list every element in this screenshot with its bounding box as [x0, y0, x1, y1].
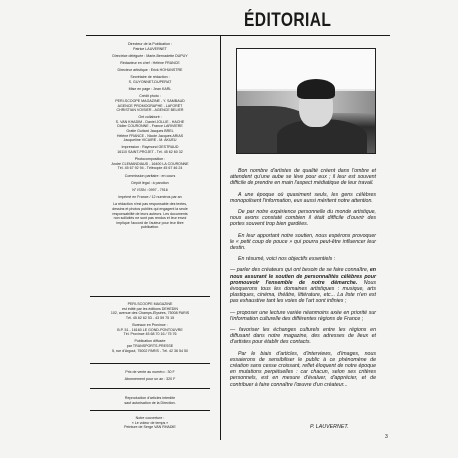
masthead-line: Tél. 45 62 62 53 - 43 59 75 15 [125, 315, 175, 320]
masthead-line: PERI-SCOOPE MAGAZINE [127, 302, 173, 306]
masthead-line: Mise en page : Jean KARL [128, 87, 172, 92]
masthead-line: PERI-SCOOPE MAGAZINE - Y. SAMBAUD [115, 98, 185, 103]
masthead-line: Bureaux en Province : [132, 322, 168, 327]
masthead-line: Jacqueline VICAIRE - M. AKUEU [123, 138, 177, 143]
price-line: Prix de vente au numéro : 30 F [125, 370, 175, 374]
masthead-line: Commission paritaire : en cours [124, 173, 176, 178]
masthead-line: Didier COURONNE - France LARIVIERE [117, 124, 183, 129]
masthead-line: Gratie Guitard Jacques BREL [126, 129, 174, 134]
masthead-line: Secrétaire de rédaction : [130, 75, 170, 80]
masthead-line: Dépôt légal : à parution [131, 180, 169, 185]
price-block [88, 370, 212, 382]
cover-line-3: Peinture de Serge VAN RHADIE [124, 425, 176, 430]
objective-bold-text: en nous assurant le soutien de personnalités célèbres pour promouvoir l'ensemble de notre démarche. [230, 267, 376, 286]
reproduction-line-1: Reproduction d'articles interdite [124, 396, 176, 400]
masthead-line: B.P. 51 - 16160 LE GOND-PONTOUVRE [117, 327, 183, 332]
masthead-rule-2 [90, 363, 210, 364]
masthead-line: Patrice LAUVERNET [133, 46, 167, 51]
editorial-paragraph: En résumé, voici nos objectifs essentiels : [238, 256, 336, 263]
masthead-rule-1 [90, 296, 210, 297]
signature: P. LAUVERNET. [310, 424, 349, 430]
masthead-line: est édité par les éditions DEHEDIN [122, 306, 178, 311]
editorial-paragraph: A une époque où quasiment seuls, les gens célèbres monopolisent l'information, eux aussi méritent notre attention. [230, 191, 376, 204]
reproduction-line-2: sauf autorisation de la Direction. [124, 400, 176, 405]
masthead-line: Directeur artistique : Erick HOHUNSTRE [117, 68, 183, 73]
masthead-line: implique l'accord de l'auteur pour leur libre [116, 220, 184, 225]
title-rule [86, 35, 390, 36]
masthead-line: Rédacteur en chef : Hélène FRANCE [120, 60, 180, 65]
author-photo [236, 48, 376, 154]
masthead-line: Publication diffusée [134, 339, 166, 344]
masthead-line: Directrice déléguée : Marie-Bernadette DUPUY [112, 53, 188, 58]
page-number: 3 [385, 434, 388, 440]
masthead-line: Impression : Raymond GESTRAUD [121, 145, 179, 150]
editorial-paragraph: — proposer une lecture variée néanmoins axée en priorité sur l'information culturelle des différentes régions de France ; [230, 309, 376, 322]
reproduction-block [88, 396, 212, 405]
publisher-block [88, 302, 212, 353]
masthead-line: publication. [140, 225, 160, 230]
cover-block [88, 416, 212, 430]
masthead-line: AGENCE PROMOGRAPHE - LAFORÊT [117, 103, 183, 108]
masthead-rule-4 [90, 410, 210, 411]
masthead-line: La rédaction n'est pas responsable des textes, [112, 202, 187, 207]
masthead-line: Photocomposition : [134, 157, 166, 162]
masthead-line: dessins et photos publiés qui engagent la seule [112, 206, 188, 211]
objective-text: — parler des créateurs qui ont besoin de se faire connaître, [230, 267, 370, 274]
masthead-line: Ont collaboré : [138, 115, 162, 120]
cover-line-2: « Le voleur de temps » [131, 420, 169, 425]
masthead-line: S. VAN KHADIM - Daniel JOLLIE - HACHE [115, 119, 185, 124]
editorial-paragraph [230, 267, 376, 304]
masthead-line: CHRISTIAN VOISIER - AGENCE BELIER [116, 108, 184, 113]
masthead-line: S. GUYONNET-DUPERAT [128, 79, 172, 84]
editorial-paragraph: Par le biais d'articles, d'interviews, d'images, nous essaierons de sensibiliser le public à ce phénomène de création sans cesse croissant, reflet éloquent de notre époque en mutations perpétuelles : car chacun, selon ses critères personnels, est en mesure d'évaluer, d'apprécier, et de contribuer à faire connaître l'œuvre d'un créateur... [230, 350, 376, 388]
page-title: ÉDITORIAL [244, 10, 332, 31]
masthead-block [88, 42, 212, 230]
cover-line-1: Notre couverture : [135, 416, 165, 420]
masthead-line: Imprimé en France / 12 numéros par an [118, 195, 182, 200]
editorial-text [230, 168, 376, 393]
masthead-line: N° ISSN : 0997 - 7916 [132, 187, 168, 192]
masthead-line: par TRANSPORTS-PRESSE [126, 343, 174, 348]
masthead-line: 16110 SAINT-PROJET - Tél. 45 62 60 32 [117, 150, 183, 155]
editorial-paragraph: Bon nombre d'artistes de qualité créent dans l'ombre et attendent qu'une aube se lève pour eux ; il leur est souvent difficile de prendre en main l'aspect médiatique de leur travail. [230, 168, 376, 187]
editorial-paragraph: En leur apportant notre soutien, nous espérons provoquer le « petit coup de pouce » qui pourra peut-être influencer leur destin. [230, 232, 376, 252]
masthead-line: Tél. Province 45 68 70 16 / 75 76 [123, 332, 177, 337]
masthead-line: Directeur de la Publication : [128, 42, 172, 46]
subscription-line: Abonnement pour un an : 320 F [124, 377, 176, 382]
masthead-line: 102, avenue des Champs-Élysées, 75008 PARIS [110, 311, 190, 316]
masthead-line: responsabilité de leurs auteurs. Les documents [112, 211, 188, 216]
masthead-line: Crédit photo : [139, 94, 161, 99]
masthead-line: 5, rue d'Argout, 75002 PARIS - Tél. 42 36 54 50 [111, 348, 189, 353]
masthead-line: André CLEMANDIAUD - 16400 LA COURONNE [111, 161, 189, 166]
objective-text: Nous évoquerons tous les domaines artistiques : musique, arts plastiques, cinéma, théâtre, littérature, etc... La liste n'en est pas exhaustive tant les voies de l'art sont infinies ; [230, 279, 376, 305]
editorial-paragraph: — favoriser les échanges culturels entre les régions en diffusant dans notre magazine, des adresses de lieux et d'artistes pour établir des contacts. [230, 327, 376, 346]
masthead-line: Hélène FRANCE - Nicole Jacques ARIAS [116, 133, 184, 138]
masthead-line: Tél. 45 67 92 94 - Télécopie 45 67 46 24 [117, 166, 183, 171]
column-divider [220, 36, 221, 440]
masthead-rule-3 [90, 388, 210, 389]
masthead-line: non sollicités ne sont pas rendus et leur envoi [113, 216, 187, 221]
editorial-paragraph: De par notre expérience personnelle du monde artistique, nous avons constaté combien il était difficile d'ouvrir des portes souvent trop bien gardées. [230, 209, 376, 228]
